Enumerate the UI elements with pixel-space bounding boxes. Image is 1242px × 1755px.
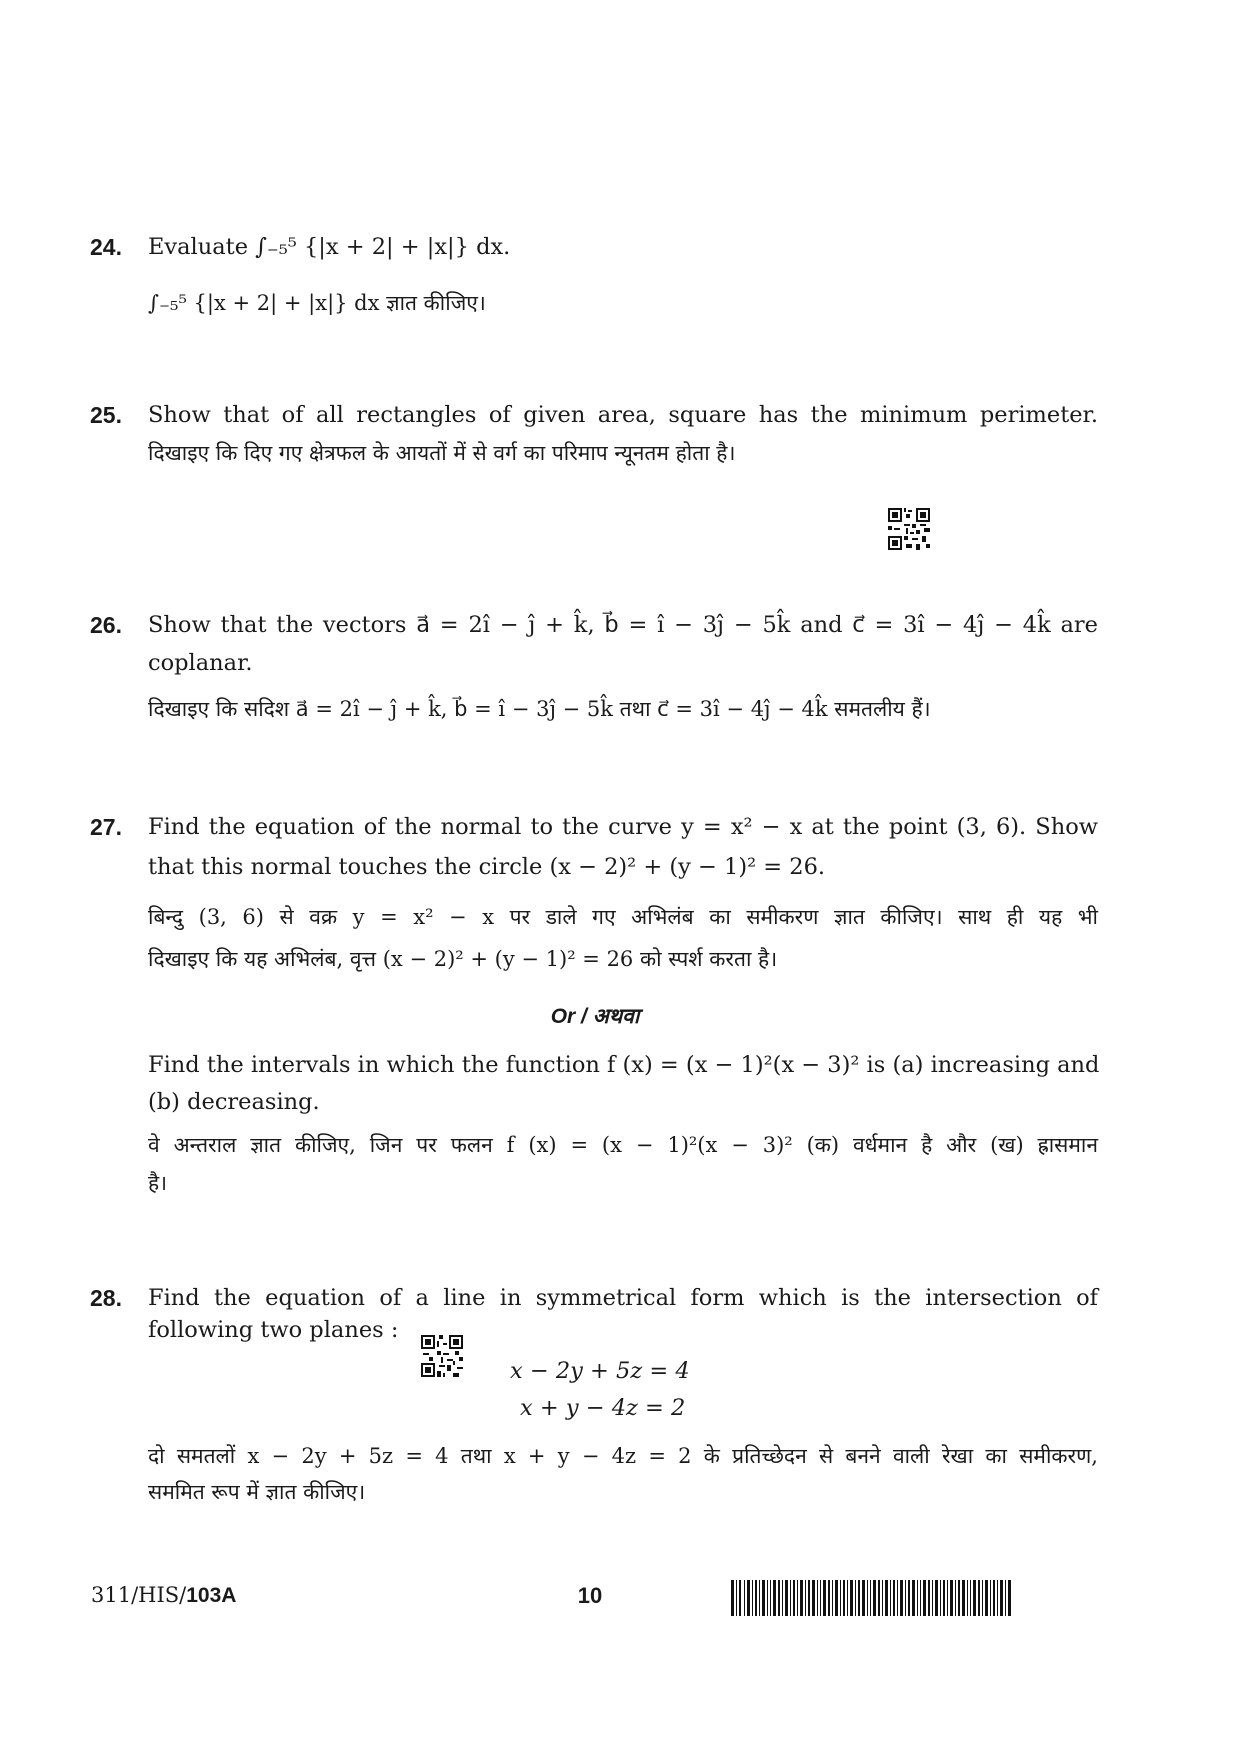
question-number: 25. [90, 402, 122, 428]
question-text-hindi-line1: बिन्दु (3, 6) से वक्र y = x² − x पर डाले गए अभिलंब का समीकरण ज्ञात कीजिए। साथ ही यह भी [148, 905, 1098, 929]
page-number: 10 [577, 1583, 603, 1608]
barcode-icon [731, 1580, 1011, 1616]
question-text-english-line2: coplanar. [148, 650, 253, 676]
question-text-hindi: ∫₋₅⁵ {|x + 2| + |x|} dx ज्ञात कीजिए। [148, 291, 486, 315]
alternative-text-hindi-line1: वे अन्तराल ज्ञात कीजिए, जिन पर फलन f (x) = (x − 1)²(x − 3)² (क) वर्धमान है और (ख) ह्रासमान [148, 1133, 1098, 1157]
question-text-hindi: दिखाइए कि दिए गए क्षेत्रफल के आयतों में से वर्ग का परिमाप न्यूनतम होता है। [148, 441, 736, 465]
paper-code [91, 1583, 236, 1608]
paper-code-prefix: 311/HIS/ [91, 1583, 187, 1607]
question-text-hindi-line2: सममित रूप में ज्ञात कीजिए। [148, 1480, 366, 1504]
question-number: 27. [90, 814, 122, 840]
or-separator: Or / अथवा [550, 1005, 640, 1028]
question-text-english: Evaluate ∫₋₅⁵ {|x + 2| + |x|} dx. [148, 234, 511, 260]
question-text-english-line2: following two planes : [148, 1317, 399, 1343]
alternative-text-hindi-line2: है। [148, 1171, 168, 1195]
question-number: 24. [90, 234, 122, 260]
plane-equation-1: x − 2y + 5z = 4 [510, 1358, 690, 1384]
question-text-english-line1: Find the equation of a line in symmetrical form which is the intersection of [148, 1285, 1098, 1311]
paper-code-set: 103A [186, 1584, 237, 1607]
qr-code-icon [421, 1335, 463, 1377]
question-number: 28. [90, 1285, 122, 1311]
question-text-english: Show that of all rectangles of given area, square has the minimum perimeter. [148, 402, 1098, 428]
question-number: 26. [90, 612, 122, 638]
alternative-text-english-line1: Find the intervals in which the function f (x) = (x − 1)²(x − 3)² is (a) increasing and [148, 1052, 1100, 1078]
alternative-text-english-line2: (b) decreasing. [148, 1089, 320, 1115]
question-text-hindi: दिखाइए कि सदिश a⃗ = 2î − ĵ + k̂, b⃗ = î − 3ĵ − 5k̂ तथा c⃗ = 3î − 4ĵ − 4k̂ समतलीय हैं। [148, 697, 931, 721]
question-text-hindi-line1: दो समतलों x − 2y + 5z = 4 तथा x + y − 4z = 2 के प्रतिच्छेदन से बनने वाली रेखा का समीकरण, [148, 1444, 1098, 1468]
qr-code-icon [888, 508, 930, 550]
question-text-english-line1: Find the equation of the normal to the curve y = x² − x at the point (3, 6). Show [148, 814, 1098, 840]
plane-equation-2: x + y − 4z = 2 [520, 1395, 686, 1421]
question-text-english-line2: that this normal touches the circle (x − 2)² + (y − 1)² = 26. [148, 854, 826, 880]
question-text-english-line1: Show that the vectors a⃗ = 2î − ĵ + k̂, b⃗ = î − 3ĵ − 5k̂ and c⃗ = 3î − 4ĵ − 4k̂ are [148, 612, 1098, 638]
question-text-hindi-line2: दिखाइए कि यह अभिलंब, वृत्त (x − 2)² + (y − 1)² = 26 को स्पर्श करता है। [148, 947, 778, 971]
